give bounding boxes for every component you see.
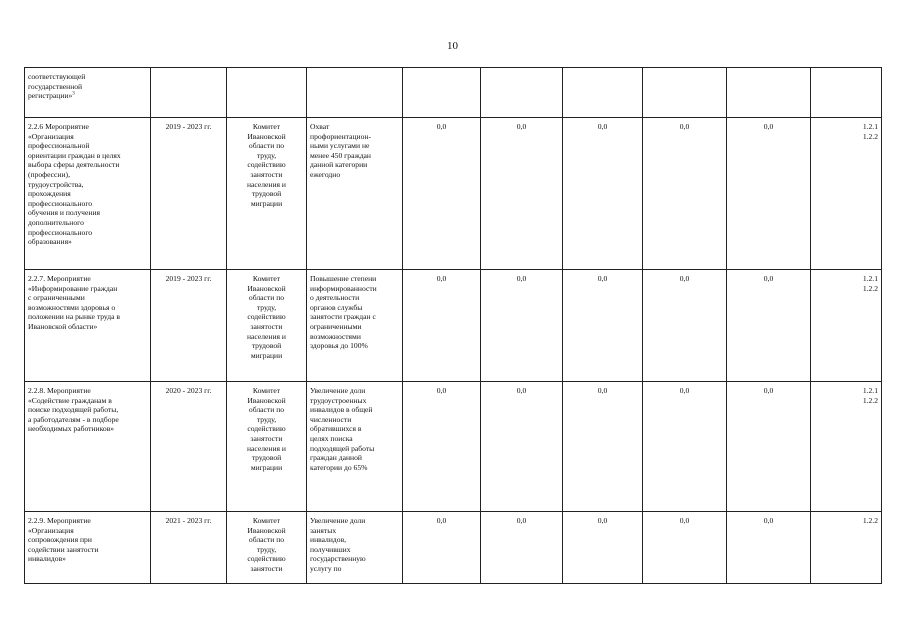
activity-title-cell bbox=[25, 270, 151, 382]
result-cell bbox=[307, 382, 403, 512]
result-cell-text: Увеличение доли занятых инвалидов, получивших государственную услугу по bbox=[310, 516, 366, 573]
table-row bbox=[25, 270, 882, 382]
table-row bbox=[25, 118, 882, 270]
executor-cell bbox=[227, 270, 307, 382]
result-cell-text: Увеличение доли трудоустроенных инвалидов в общей численности обратившихся в целях поиска подходящей работы граждан данной категории до 65% bbox=[310, 386, 375, 472]
funding-value-cell bbox=[643, 382, 727, 512]
funding-value-cell-text: 0,0 bbox=[679, 122, 690, 131]
indicator-cell bbox=[811, 118, 882, 270]
activity-title-cell-text: 2.2.8. Мероприятие «Содействие гражданам в поиске подходящей работы, а работодателям - в подборе необходимых работников» bbox=[28, 386, 119, 434]
table-row bbox=[25, 382, 882, 512]
funding-value-cell bbox=[727, 68, 811, 118]
funding-value-cell bbox=[481, 270, 563, 382]
indicator-cell bbox=[811, 512, 882, 584]
funding-value-cell bbox=[727, 512, 811, 584]
table-row bbox=[25, 512, 882, 584]
funding-value-cell-text: 0,0 bbox=[679, 516, 690, 525]
result-cell bbox=[307, 270, 403, 382]
executor-cell bbox=[227, 118, 307, 270]
executor-cell bbox=[227, 382, 307, 512]
funding-value-cell-text: 0,0 bbox=[516, 516, 527, 525]
funding-value-cell bbox=[481, 382, 563, 512]
funding-value-cell-text: 0,0 bbox=[679, 274, 690, 283]
funding-value-cell bbox=[727, 382, 811, 512]
result-cell-text: Повышение степени информированности о деятельности органов службы занятости граждан с ограниченными возможностями здоровья до 100% bbox=[310, 274, 377, 351]
funding-value-cell bbox=[643, 512, 727, 584]
funding-value-cell bbox=[403, 68, 481, 118]
executor-cell-text: Комитет Ивановской области по труду, содействию занятости населения и трудовой миграции bbox=[246, 386, 286, 472]
table-row bbox=[25, 68, 882, 118]
period-cell-text: 2020 - 2023 гг. bbox=[165, 386, 212, 395]
funding-value-cell bbox=[727, 118, 811, 270]
indicator-cell-text: 1.2.1 1.2.2 bbox=[862, 122, 878, 141]
program-table bbox=[24, 67, 882, 584]
funding-value-cell-text: 0,0 bbox=[597, 516, 608, 525]
funding-value-cell-text: 0,0 bbox=[679, 386, 690, 395]
indicator-cell-text: 1.2.2 bbox=[862, 516, 878, 525]
period-cell bbox=[151, 382, 227, 512]
funding-value-cell-text: 0,0 bbox=[436, 516, 447, 525]
funding-value-cell bbox=[727, 270, 811, 382]
period-cell-text: 2019 - 2023 гг. bbox=[165, 122, 212, 131]
funding-value-cell bbox=[481, 118, 563, 270]
funding-value-cell-text: 0,0 bbox=[763, 274, 774, 283]
funding-value-cell-text: 0,0 bbox=[763, 122, 774, 131]
funding-value-cell bbox=[643, 118, 727, 270]
period-cell bbox=[151, 118, 227, 270]
funding-value-cell bbox=[403, 382, 481, 512]
period-cell-text: 2021 - 2023 гг. bbox=[165, 516, 212, 525]
executor-cell bbox=[227, 512, 307, 584]
activity-title-cell bbox=[25, 382, 151, 512]
activity-title-cell bbox=[25, 512, 151, 584]
indicator-cell-text: 1.2.1 1.2.2 bbox=[862, 386, 878, 405]
indicator-cell bbox=[811, 270, 882, 382]
funding-value-cell bbox=[403, 118, 481, 270]
result-cell bbox=[307, 68, 403, 118]
funding-value-cell-text: 0,0 bbox=[436, 274, 447, 283]
funding-value-cell bbox=[481, 68, 563, 118]
funding-value-cell bbox=[563, 382, 643, 512]
executor-cell-text: Комитет Ивановской области по труду, содействию занятости населения и трудовой миграции bbox=[246, 274, 286, 360]
funding-value-cell-text: 0,0 bbox=[516, 386, 527, 395]
funding-value-cell bbox=[481, 512, 563, 584]
period-cell bbox=[151, 68, 227, 118]
period-cell bbox=[151, 270, 227, 382]
funding-value-cell-text: 0,0 bbox=[436, 122, 447, 131]
page-number: 10 bbox=[447, 40, 458, 52]
indicator-cell bbox=[811, 68, 882, 118]
activity-title-cell-text: соответствующей государственной регистрации»$^3$ bbox=[28, 72, 86, 101]
footnote-mark: 3 bbox=[72, 91, 75, 97]
result-cell-text: Охват профориентацион- ными услугами не менее 450 граждан данной категории ежегодно bbox=[310, 122, 371, 179]
funding-value-cell bbox=[563, 68, 643, 118]
executor-cell-text: Комитет Ивановской области по труду, содействию занятости bbox=[247, 516, 286, 573]
funding-value-cell-text: 0,0 bbox=[436, 386, 447, 395]
activity-title-cell-text: 2.2.6 Мероприятие «Организация профессиональной ориентации граждан в целях выбора сферы деятельности (профессии), трудоустройства, прохождения профессионального обучения и получения дополнительного профессионального образования» bbox=[28, 122, 121, 247]
funding-value-cell-text: 0,0 bbox=[516, 274, 527, 283]
indicator-cell-text: 1.2.1 1.2.2 bbox=[862, 274, 878, 293]
funding-value-cell bbox=[403, 512, 481, 584]
funding-value-cell bbox=[563, 512, 643, 584]
funding-value-cell-text: 0,0 bbox=[763, 386, 774, 395]
funding-value-cell-text: 0,0 bbox=[597, 386, 608, 395]
funding-value-cell bbox=[643, 68, 727, 118]
funding-value-cell bbox=[643, 270, 727, 382]
funding-value-cell bbox=[563, 118, 643, 270]
funding-value-cell-text: 0,0 bbox=[516, 122, 527, 131]
funding-value-cell bbox=[403, 270, 481, 382]
indicator-cell bbox=[811, 382, 882, 512]
activity-title-cell bbox=[25, 68, 151, 118]
funding-value-cell-text: 0,0 bbox=[763, 516, 774, 525]
period-cell-text: 2019 - 2023 гг. bbox=[165, 274, 212, 283]
executor-cell-text: Комитет Ивановской области по труду, содействию занятости населения и трудовой миграции bbox=[246, 122, 286, 208]
period-cell bbox=[151, 512, 227, 584]
activity-title-cell-text: 2.2.7. Мероприятие «Информирование граждан с ограниченными возможностями здоровья о положении на рынке труда в Ивановской области» bbox=[28, 274, 120, 331]
activity-title-cell bbox=[25, 118, 151, 270]
funding-value-cell bbox=[563, 270, 643, 382]
activity-title-cell-text: 2.2.9. Мероприятие «Организация сопровождения при содействии занятости инвалидов» bbox=[28, 516, 99, 564]
funding-value-cell-text: 0,0 bbox=[597, 274, 608, 283]
executor-cell bbox=[227, 68, 307, 118]
funding-value-cell-text: 0,0 bbox=[597, 122, 608, 131]
result-cell bbox=[307, 118, 403, 270]
result-cell bbox=[307, 512, 403, 584]
